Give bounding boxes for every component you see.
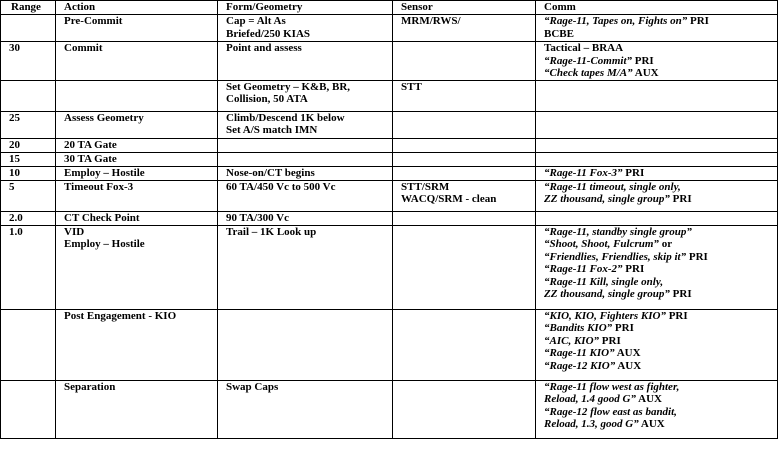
form-geometry-cell	[218, 15, 393, 42]
comm-cell	[536, 15, 778, 42]
comm-net-text: PRI	[632, 54, 654, 67]
comm-line	[544, 276, 774, 289]
action-line: 30 TA Gate	[64, 152, 117, 165]
comm-net-text: PRI	[687, 15, 709, 27]
sensor-cell	[393, 152, 536, 166]
form-geometry-line: Swap Caps	[226, 380, 279, 393]
sensor-cell	[393, 42, 536, 81]
comm-net-text: PRI	[669, 288, 692, 300]
sensor-line: STT/SRM	[401, 180, 450, 193]
action-cell	[56, 138, 218, 152]
range-cell: 30	[1, 42, 56, 81]
comm-net-text: Tactical – BRAA	[544, 42, 624, 54]
action-line: Pre-Commit	[64, 15, 123, 27]
table-row	[1, 225, 778, 309]
action-cell	[56, 42, 218, 81]
table-row	[1, 138, 778, 152]
comm-net-text: PRI	[612, 322, 634, 334]
comm-call-text: “Rage-11, Tapes on, Fights on”	[544, 15, 688, 27]
table-row	[1, 80, 778, 111]
comm-net-text: PRI	[669, 193, 692, 205]
range-cell	[1, 309, 56, 380]
form-geometry-line: 60 TA/450 Vc to 500 Vc	[226, 180, 336, 193]
action-cell	[56, 211, 218, 225]
range-cell	[1, 80, 56, 111]
comm-net-text: PRI	[665, 309, 688, 322]
comm-line	[544, 322, 774, 335]
comm-cell	[536, 180, 778, 211]
action-line: Assess Geometry	[64, 111, 144, 124]
comm-call-text: “Check tapes M/A”	[544, 67, 633, 79]
comm-line	[544, 251, 774, 264]
form-geometry-line: Briefed/250 KIAS	[226, 27, 311, 40]
comm-net-text: or	[658, 238, 673, 250]
form-geometry-line: Collision, 50 ATA	[226, 93, 308, 105]
comm-cell	[536, 138, 778, 152]
header-range: Range	[1, 1, 56, 15]
range-cell: 25	[1, 111, 56, 138]
table-row	[1, 309, 778, 380]
header-action: Action	[56, 1, 218, 15]
action-line: Employ – Hostile	[64, 166, 145, 179]
action-cell	[56, 225, 218, 309]
comm-call-text: “Rage-11 Fox-3”	[544, 166, 623, 179]
table-row	[1, 111, 778, 138]
comm-line	[544, 226, 774, 239]
action-line: Separation	[64, 380, 116, 393]
comm-net-text: PRI	[622, 166, 645, 179]
comm-net-text: PRI	[622, 263, 645, 275]
range-cell: 2.0	[1, 211, 56, 225]
comm-net-text: AUX	[615, 359, 642, 372]
form-geometry-cell	[218, 166, 393, 180]
form-geometry-line: Climb/Descend 1K below	[226, 111, 345, 124]
action-cell	[56, 111, 218, 138]
action-cell	[56, 166, 218, 180]
comm-line	[544, 393, 774, 406]
comm-line	[544, 42, 774, 55]
action-cell	[56, 180, 218, 211]
comm-call-text: Reload, 1.4 good G”	[544, 393, 636, 405]
action-line: VID	[64, 225, 85, 238]
comm-call-text: “Friendlies, Friendlies, skip it”	[544, 250, 687, 263]
comm-cell	[536, 42, 778, 81]
header-comm: Comm	[536, 1, 778, 15]
header-form-geometry: Form/Geometry	[218, 1, 393, 15]
sensor-cell	[393, 80, 536, 111]
comm-call-text: Reload, 1.3, good G”	[544, 418, 639, 430]
form-geometry-cell	[218, 180, 393, 211]
table-row	[1, 380, 778, 438]
action-cell	[56, 15, 218, 42]
form-geometry-cell	[218, 138, 393, 152]
form-geometry-line: Cap = Alt As	[226, 15, 286, 27]
comm-line	[544, 15, 774, 28]
comm-line	[544, 55, 774, 68]
comm-line	[544, 347, 774, 360]
comm-line	[544, 381, 774, 394]
comm-call-text: “KIO, KIO, Fighters KIO”	[544, 309, 666, 322]
action-line: Timeout Fox-3	[64, 180, 134, 193]
comm-net-text: BCBE	[544, 27, 574, 40]
comm-cell	[536, 152, 778, 166]
form-geometry-line: 90 TA/300 Vc	[226, 211, 289, 224]
action-cell	[56, 80, 218, 111]
comm-net-text: AUX	[632, 67, 659, 79]
table-row	[1, 166, 778, 180]
form-geometry-line: Trail – 1K Look up	[226, 225, 317, 238]
form-geometry-cell	[218, 380, 393, 438]
comm-call-text: “Bandits KIO”	[544, 322, 613, 334]
range-cell: 20	[1, 138, 56, 152]
comm-net-text: AUX	[614, 347, 641, 359]
table-body	[1, 15, 778, 439]
range-cell: 15	[1, 152, 56, 166]
sensor-cell	[393, 180, 536, 211]
sensor-cell	[393, 138, 536, 152]
form-geometry-cell	[218, 211, 393, 225]
comm-line	[544, 335, 774, 348]
comm-line	[544, 360, 774, 373]
comm-net-text: PRI	[599, 334, 621, 347]
sensor-cell	[393, 309, 536, 380]
comm-line	[544, 310, 774, 323]
action-cell	[56, 309, 218, 380]
header-sensor: Sensor	[393, 1, 536, 15]
comm-call-text: ZZ thousand, single group”	[544, 193, 670, 205]
sensor-cell	[393, 211, 536, 225]
comm-call-text: “Shoot, Shoot, Fulcrum”	[544, 238, 659, 250]
range-cell	[1, 15, 56, 42]
comm-call-text: “Rage-11 Kill, single only,	[544, 275, 664, 288]
form-geometry-cell	[218, 111, 393, 138]
comm-line	[544, 406, 774, 419]
action-cell	[56, 380, 218, 438]
comm-call-text: ZZ thousand, single group”	[544, 288, 670, 300]
comm-line	[544, 67, 774, 80]
sensor-cell	[393, 380, 536, 438]
sensor-line: STT	[401, 80, 422, 93]
comm-net-text: AUX	[635, 393, 662, 405]
action-line: Commit	[64, 42, 103, 54]
comm-line	[544, 28, 774, 41]
comm-cell	[536, 309, 778, 380]
comm-line	[544, 288, 774, 301]
range-cell: 10	[1, 166, 56, 180]
sensor-line: MRM/RWS/	[401, 15, 461, 27]
form-geometry-cell	[218, 309, 393, 380]
comm-net-text: AUX	[638, 418, 665, 430]
comm-call-text: “Rage-11 Fox-2”	[544, 263, 623, 275]
comm-call-text: “Rage-12 flow east as bandit,	[544, 405, 677, 418]
comm-line	[544, 263, 774, 276]
comm-call-text: “Rage-12 KIO”	[544, 359, 616, 372]
sensor-cell	[393, 15, 536, 42]
form-geometry-cell	[218, 152, 393, 166]
form-geometry-line: Set A/S match IMN	[226, 124, 318, 136]
table-row	[1, 211, 778, 225]
comm-cell	[536, 166, 778, 180]
table-row	[1, 15, 778, 42]
form-geometry-line: Point and assess	[226, 42, 302, 54]
comm-cell	[536, 380, 778, 438]
action-line: Post Engagement - KIO	[64, 309, 177, 322]
comm-line	[544, 418, 774, 431]
sensor-line: WACQ/SRM - clean	[401, 193, 497, 205]
comm-call-text: “Rage-11-Commit”	[544, 54, 632, 67]
comm-cell	[536, 111, 778, 138]
table-row	[1, 42, 778, 81]
table-row	[1, 180, 778, 211]
action-line: Employ – Hostile	[64, 238, 145, 250]
range-cell: 1.0	[1, 225, 56, 309]
action-cell	[56, 152, 218, 166]
comm-call-text: “Rage-11 flow west as fighter,	[544, 380, 680, 393]
form-geometry-cell	[218, 225, 393, 309]
comm-cell	[536, 211, 778, 225]
comm-line	[544, 238, 774, 251]
comm-call-text: “Rage-11 timeout, single only,	[544, 180, 681, 193]
comm-line	[544, 193, 774, 206]
comm-net-text: PRI	[686, 250, 708, 263]
table-header-row	[1, 1, 778, 15]
sensor-cell	[393, 166, 536, 180]
comm-line	[544, 181, 774, 194]
action-line: 20 TA Gate	[64, 138, 117, 151]
comm-cell	[536, 225, 778, 309]
comm-call-text: “AIC, KIO”	[544, 334, 600, 347]
range-cell	[1, 380, 56, 438]
form-geometry-line: Nose-on/CT begins	[226, 166, 315, 179]
sensor-cell	[393, 111, 536, 138]
form-geometry-cell	[218, 42, 393, 81]
form-geometry-cell	[218, 80, 393, 111]
action-line: CT Check Point	[64, 211, 140, 224]
range-cell: 5	[1, 180, 56, 211]
comm-call-text: “Rage-11, standby single group”	[544, 225, 692, 238]
comm-line	[544, 167, 774, 180]
form-geometry-line: Set Geometry – K&B, BR,	[226, 80, 351, 93]
comm-call-text: “Rage-11 KIO”	[544, 347, 615, 359]
sensor-cell	[393, 225, 536, 309]
comm-cell	[536, 80, 778, 111]
table-row	[1, 152, 778, 166]
